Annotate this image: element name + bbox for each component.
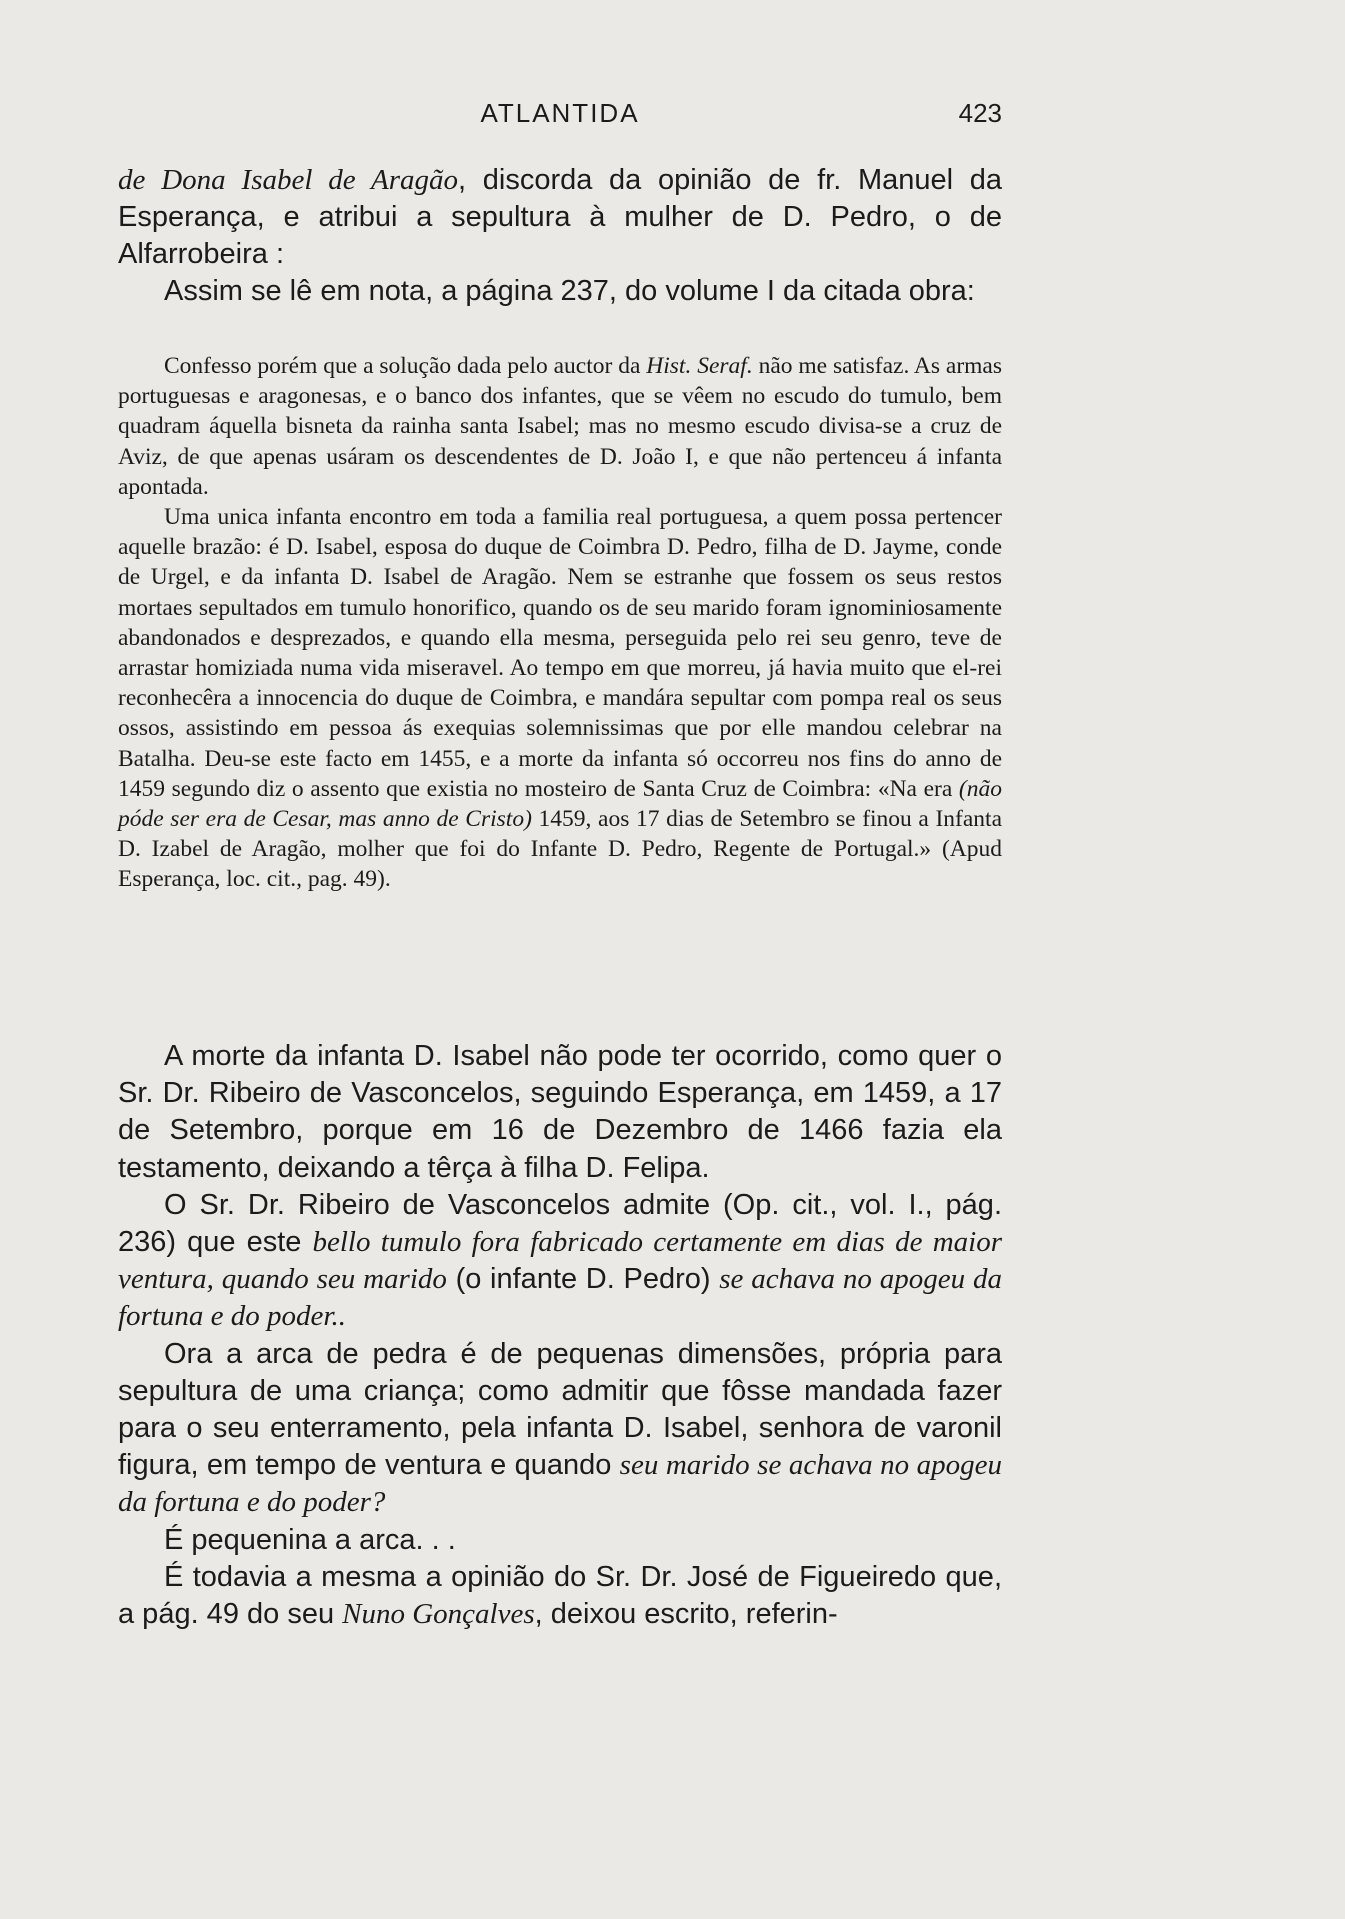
block-quote bbox=[118, 351, 1002, 895]
quote-p2-italic: (não póde ser era de Cesar, mas anno de Cristo) bbox=[118, 775, 1002, 833]
main-p2-italic-2: se achava no apogeu da fortuna e do poder.. bbox=[118, 1263, 1002, 1333]
lead-text bbox=[118, 162, 1002, 310]
main-paragraph-4: É pequenina a arca. . . bbox=[164, 1523, 456, 1556]
main-p5-part-b: , deixou escrito, referin- bbox=[534, 1598, 838, 1631]
main-p2-italic-1: bello tumulo fora fabricado certamente em dias de maior ventura, quando seu marido bbox=[118, 1226, 1002, 1296]
quote-p2-part-a: Uma unica infanta encontro em toda a familia real portuguesa, a quem possa pertencer aquelle brazão: é D. Isabel, esposa do duque de Coimbra D. Pedro, filha de D. Jayme, conde de Urgel, e da infanta D. Isabel de Aragão. Nem se estranhe que fossem os seus restos mortaes sepultados em tumulo honorifico, quando os de seu marido foram ignominiosamente abandonados e desprezados, e quando ella mesma, perseguida pelo rei seu genro, teve de arrastar homiziada numa vida miseravel. Ao tempo em que morreu, já havia muito que el-rei reconhecêra a innocencia do duque de Coimbra, e mandára sepultar com pompa real os seus ossos, assistindo em pessoa ás exequias solemnissimas que por elle mandou celebrar na Batalha. Deu-se este facto em 1455, e a morte da infanta só occorreu nos fins do anno de 1459 segundo diz o assento que existia no mosteiro de Santa Cruz de Coimbra: «Na era bbox=[118, 504, 1002, 802]
main-p2-part-b: (o infante D. Pedro) bbox=[446, 1263, 720, 1296]
main-paragraph-5 bbox=[118, 1559, 1002, 1633]
quote-p2-part-b: 1459, aos 17 dias de Setembro se finou a Infanta D. Izabel de Aragão, molher que foi do Infante D. Pedro, Regente de Portugal.» (Apud Esperança, loc. cit., pag. 49). bbox=[118, 806, 1003, 893]
main-text bbox=[118, 1038, 1002, 1633]
main-p2-part-a: O Sr. Dr. Ribeiro de Vasconcelos admite (Op. cit., vol. I., pág. 236) que este bbox=[118, 1188, 1002, 1259]
running-title: ATLANTIDA bbox=[480, 98, 640, 128]
lead-paragraph-1-text: , discorda da opinião de fr. Manuel da Esperança, e atribui a sepultura à mulher de D. Pedro, o de Alfarrobeira : bbox=[118, 164, 1002, 270]
quote-paragraph-2 bbox=[118, 502, 1002, 895]
page-header bbox=[118, 98, 1002, 138]
main-paragraph-3 bbox=[118, 1336, 1002, 1522]
quote-p1-part-a: Confesso porém que a solução dada pelo auctor da bbox=[164, 353, 647, 379]
main-p5-italic: Nuno Gonçalves bbox=[342, 1598, 535, 1631]
lead-paragraph-2: Assim se lê em nota, a página 237, do volume I da citada obra: bbox=[164, 275, 975, 307]
quote-paragraph-1 bbox=[118, 351, 1002, 502]
quote-p1-part-b: não me satisfaz. As armas portuguesas e aragonesas, e o banco dos infantes, que se vêem no escudo do tumulo, bem quadram áquella bisneta da rainha santa Isabel; mas no mesmo escudo divisa-se a cruz de Aviz, de que apenas usáram os descendentes de D. João I, e que não pertenceu á infanta apontada. bbox=[118, 353, 1003, 500]
main-paragraph-1: A morte da infanta D. Isabel não pode ter ocorrido, como quer o Sr. Dr. Ribeiro de Vasconcelos, seguindo Esperança, em 1459, a 17 de Setembro, porque em 16 de Dezembro de 1466 fazia ela testamento, deixando a têrça à filha D. Felipa. bbox=[118, 1040, 1002, 1184]
main-p3-part-a: Ora a arca de pedra é de pequenas dimensões, própria para sepultura de uma criança; como admitir que fôsse mandada fazer para o seu enterramento, pela infanta D. Isabel, senhora de varonil figura, em tempo de ventura e quando bbox=[118, 1337, 1002, 1482]
main-p5-part-a: É todavia a mesma a opinião do Sr. Dr. José de Figueiredo que, a pág. 49 do seu bbox=[118, 1560, 1002, 1631]
main-paragraph-2 bbox=[118, 1187, 1002, 1336]
quote-p1-italic: Hist. Seraf. bbox=[646, 353, 753, 379]
lead-paragraph-1 bbox=[118, 162, 1002, 273]
page-number: 423 bbox=[958, 98, 1002, 128]
main-p3-italic: seu marido se achava no apogeu da fortuna e do poder? bbox=[118, 1449, 1002, 1519]
italic-book-title: de Dona Isabel de Aragão bbox=[118, 164, 459, 196]
